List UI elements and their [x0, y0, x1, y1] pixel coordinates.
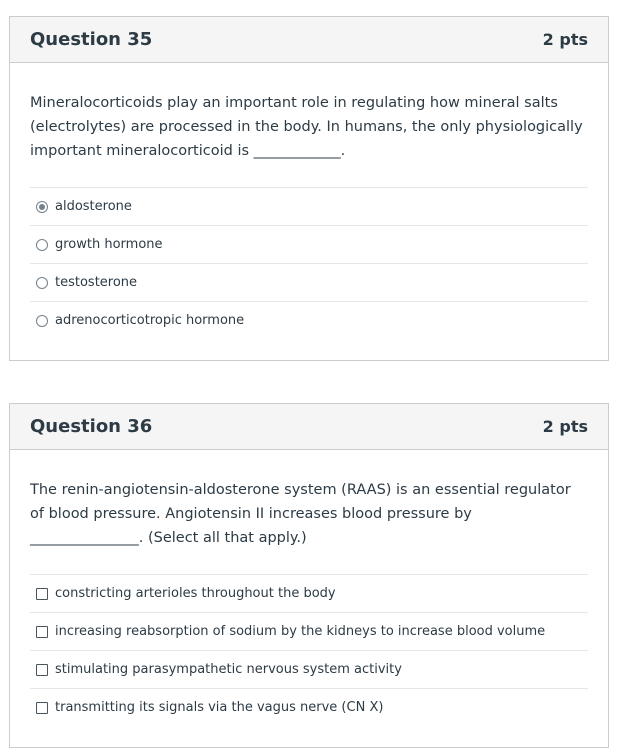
- answer-list: [30, 574, 588, 726]
- question-35: [9, 16, 609, 361]
- checkbox[interactable]: [36, 664, 48, 676]
- question-title: Question 36: [30, 416, 153, 437]
- question-text: Mineralocorticoids play an important role in regulating how mineral salts (electrolytes) are processed in the body. In humans, the only physiologically important mineralocorticoid is ____________.: [30, 95, 583, 159]
- answer-option-growth-hormone[interactable]: [30, 226, 588, 264]
- checkbox[interactable]: [36, 626, 48, 638]
- answer-option-sodium-reabsorption[interactable]: [30, 613, 588, 651]
- answer-label[interactable]: adrenocorticotropic hormone: [55, 313, 245, 328]
- question-body: [10, 63, 608, 339]
- radio-button[interactable]: [36, 277, 48, 289]
- answer-label[interactable]: constricting arterioles throughout the body: [55, 586, 336, 601]
- radio-button[interactable]: [36, 315, 48, 327]
- answer-option-vagus-nerve[interactable]: [30, 689, 588, 726]
- answer-label[interactable]: testosterone: [55, 275, 138, 290]
- answer-label[interactable]: aldosterone: [55, 199, 132, 214]
- question-header: [10, 404, 608, 450]
- radio-button[interactable]: [36, 239, 48, 251]
- answer-option-acth[interactable]: [30, 302, 588, 339]
- question-header: [10, 17, 608, 63]
- answer-option-testosterone[interactable]: [30, 264, 588, 302]
- question-36: [9, 403, 609, 748]
- answer-label[interactable]: increasing reabsorption of sodium by the kidneys to increase blood volume: [55, 624, 546, 639]
- question-title: Question 35: [30, 29, 153, 50]
- answer-label[interactable]: transmitting its signals via the vagus nerve (CN X): [55, 700, 384, 715]
- question-points: 2 pts: [542, 30, 588, 49]
- answer-list: [30, 187, 588, 339]
- question-points: 2 pts: [542, 417, 588, 436]
- checkbox[interactable]: [36, 588, 48, 600]
- answer-label[interactable]: stimulating parasympathetic nervous system activity: [55, 662, 402, 677]
- checkbox[interactable]: [36, 702, 48, 714]
- answer-label[interactable]: growth hormone: [55, 237, 163, 252]
- question-body: [10, 450, 608, 726]
- radio-button-selected[interactable]: [36, 201, 48, 213]
- answer-option-aldosterone[interactable]: [30, 188, 588, 226]
- answer-option-constricting-arterioles[interactable]: [30, 575, 588, 613]
- answer-option-parasympathetic[interactable]: [30, 651, 588, 689]
- question-text: The renin-angiotensin-aldosterone system (RAAS) is an essential regulator of blood pressure. Angiotensin II increases blood pressure by _______________. (Select all that apply.): [30, 482, 571, 546]
